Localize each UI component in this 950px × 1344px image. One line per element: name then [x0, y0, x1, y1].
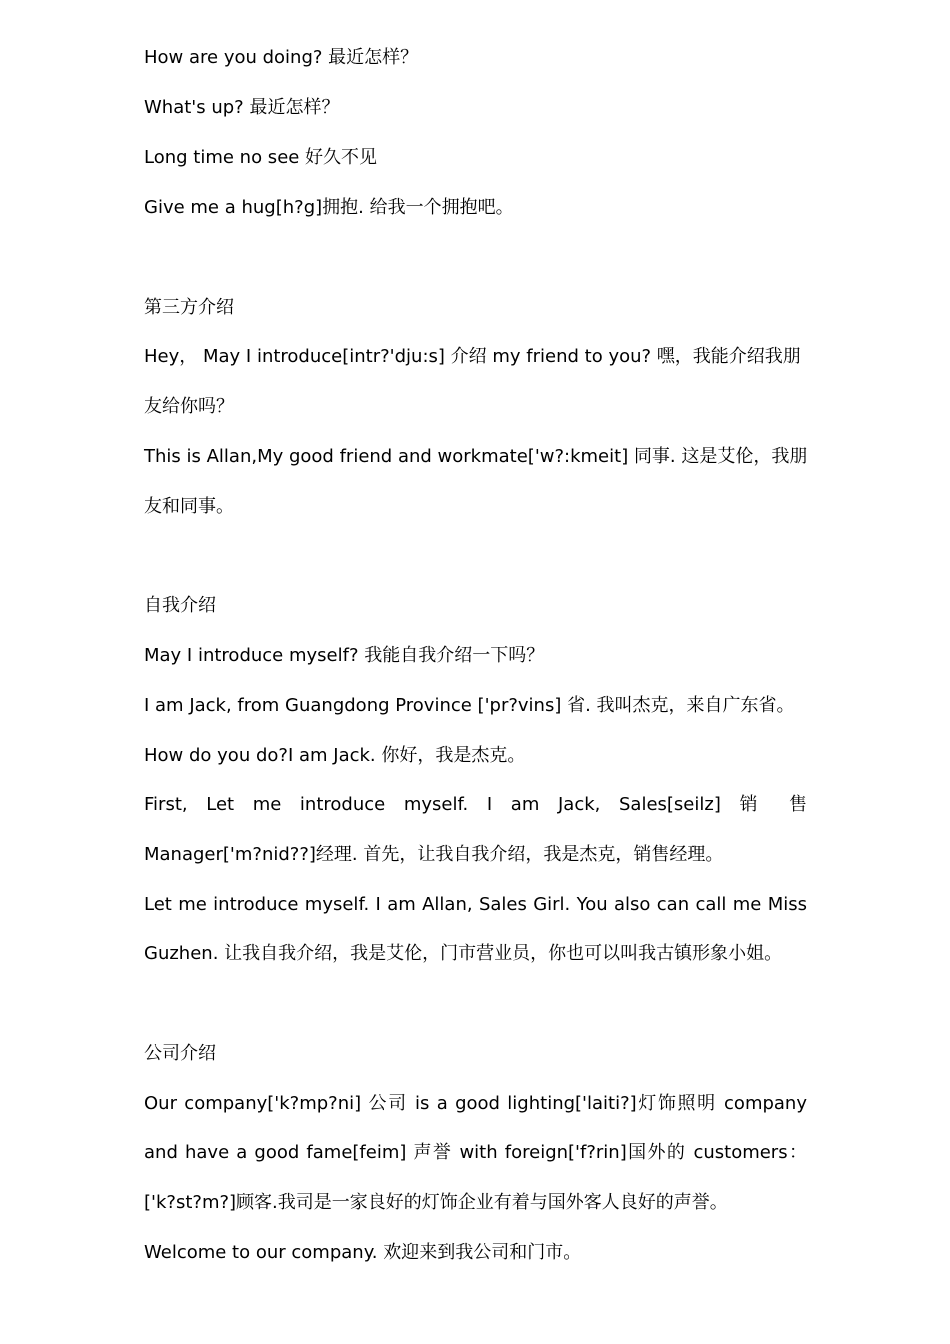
section-heading-self-intro: 自我介绍 [144, 595, 216, 616]
company-intro-line-1: Our company['k?mp?ni] 公司 is a good lighting['laiti?]灯饰照明 company [144, 1093, 807, 1114]
self-intro-line-5: Manager['m?nid??]经理. 首先，让我自我介绍，我是杰克，销售经理。 [144, 844, 724, 865]
self-intro-line-3: How do you do?I am Jack. 你好，我是杰克。 [144, 745, 526, 766]
greeting-line-3: Long time no see 好久不见 [144, 147, 378, 168]
company-intro-line-3: ['k?st?m?]顾客.我司是一家良好的灯饰企业有着与国外客人良好的声誉。 [144, 1192, 728, 1213]
self-intro-line-6: Let me introduce myself. I am Allan, Sales Girl. You also can call me Miss [144, 894, 807, 915]
section-heading-third-party: 第三方介绍 [144, 297, 234, 318]
third-party-line-1: Hey， May I introduce[intr?'dju:s] 介绍 my friend to you? 嘿，我能介绍我朋 [144, 346, 801, 367]
third-party-line-2: 友给你吗？ [144, 396, 234, 417]
self-intro-line-1: May I introduce myself? 我能自我介绍一下吗？ [144, 645, 545, 666]
third-party-line-4: 友和同事。 [144, 496, 234, 517]
self-intro-line-2: I am Jack, from Guangdong Province ['pr?vins] 省. 我叫杰克，来自广东省。 [144, 695, 795, 716]
company-intro-line-2: and have a good fame[feim] 声誉 with foreign['f?rin]国外的 customers： [144, 1142, 807, 1163]
self-intro-line-4: First, Let me introduce myself. I am Jack, Sales[seilz] 销 售 [144, 794, 807, 815]
company-intro-line-4: Welcome to our company. 欢迎来到我公司和门市。 [144, 1242, 582, 1263]
self-intro-line-7: Guzhen. 让我自我介绍，我是艾伦，门市营业员，你也可以叫我古镇形象小姐。 [144, 943, 783, 964]
greeting-line-2: What's up? 最近怎样？ [144, 97, 340, 118]
greeting-line-4: Give me a hug[h?g]拥抱. 给我一个拥抱吧。 [144, 197, 514, 218]
third-party-line-3: This is Allan,My good friend and workmate['w?:kmeit] 同事. 这是艾伦，我朋 [144, 446, 808, 467]
greeting-line-1: How are you doing? 最近怎样？ [144, 47, 419, 68]
section-heading-company-intro: 公司介绍 [144, 1043, 216, 1064]
